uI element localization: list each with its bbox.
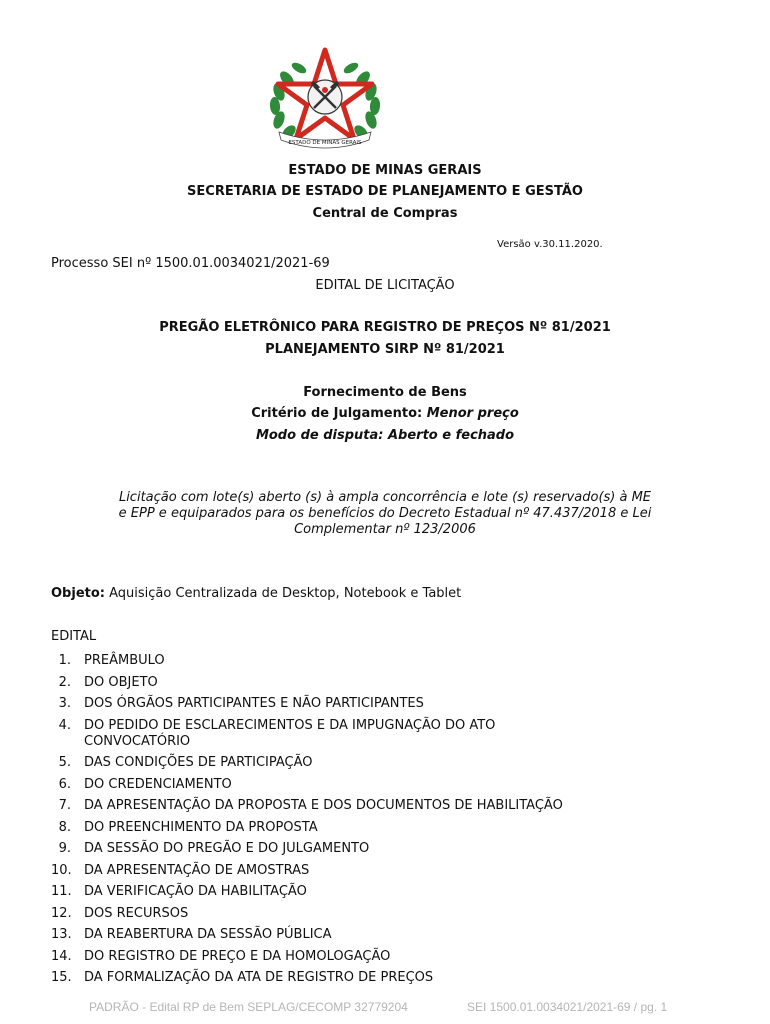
toc-item: 7. DA APRESENTAÇÃO DA PROPOSTA E DOS DOCUMENTOS DE HABILITAÇÃO	[58, 798, 563, 813]
toc-item: 13. DA REABERTURA DA SESSÃO PÚBLICA	[51, 927, 332, 942]
header-secretaria: SECRETARIA DE ESTADO DE PLANEJAMENTO E GESTÃO	[187, 184, 583, 199]
planejamento-title: PLANEJAMENTO SIRP Nº 81/2021	[265, 342, 505, 357]
toc-item: 4. DO PEDIDO DE ESCLARECIMENTOS E DA IMPUGNAÇÃO DO ATO CONVOCATÓRIO	[58, 717, 496, 749]
toc-item: 8. DO PREENCHIMENTO DA PROPOSTA	[58, 819, 318, 835]
objeto	[51, 586, 461, 601]
table-of-contents	[51, 653, 651, 986]
seal-ribbon-text: ESTADO DE MINAS GERAIS	[288, 140, 362, 146]
footer-left: PADRÃO - Edital RP de Bem SEPLAG/CECOMP 32779204	[89, 1000, 408, 1014]
pregao-title: PREGÃO ELETRÔNICO PARA REGISTRO DE PREÇOS Nº 81/2021	[159, 320, 611, 335]
toc-item: 6. DO CREDENCIAMENTO	[58, 776, 232, 792]
footer-right: SEI 1500.01.0034021/2021-69 / pg. 1	[467, 1000, 668, 1014]
licitacao-note-line3: Complementar nº 123/2006	[294, 522, 476, 537]
toc-item: 10. DA APRESENTAÇÃO DE AMOSTRAS	[51, 862, 310, 878]
state-seal	[265, 44, 385, 152]
licitacao-note-line1: Licitação com lote(s) aberto (s) à ampla concorrência e lote (s) reservado(s) à ME	[118, 490, 652, 505]
toc-item: 12. DOS RECURSOS	[51, 905, 189, 921]
objeto-value: Aquisição Centralizada de Desktop, Notebook e Tablet	[109, 586, 462, 601]
toc-item: 5. DAS CONDIÇÕES DE PARTICIPAÇÃO	[58, 755, 313, 770]
objeto-label: Objeto:	[51, 586, 105, 601]
fornecimento-title: Fornecimento de Bens	[303, 385, 467, 400]
toc-item: 14. DO REGISTRO DE PREÇO E DA HOMOLOGAÇÃO	[51, 948, 391, 964]
criterio-julgamento	[0, 406, 770, 421]
coat-of-arms-icon	[265, 44, 385, 152]
licitacao-note-line2: e EPP e equiparados para os benefícios do Decreto Estadual nº 47.437/2018 e Lei	[118, 506, 652, 521]
edital-title: EDITAL DE LICITAÇÃO	[315, 278, 455, 293]
edital-heading: EDITAL	[51, 629, 97, 644]
toc-item: 9. DA SESSÃO DO PREGÃO E DO JULGAMENTO	[58, 841, 370, 856]
process-number: Processo SEI nº 1500.01.0034021/2021-69	[51, 256, 330, 271]
toc-item: 11. DA VERIFICAÇÃO DA HABILITAÇÃO	[51, 884, 307, 899]
criterio-label: Critério de Julgamento:	[251, 406, 423, 421]
toc-item: 3. DOS ÓRGÃOS PARTICIPANTES E NÃO PARTICIPANTES	[58, 696, 424, 711]
toc-item: 1. PREÂMBULO	[58, 653, 165, 668]
criterio-value: Menor preço	[426, 406, 519, 421]
toc-item: 2. DO OBJETO	[58, 674, 158, 690]
version-label: Versão v.30.11.2020.	[497, 239, 603, 250]
header-state: ESTADO DE MINAS GERAIS	[288, 163, 482, 178]
modo-disputa: Modo de disputa: Aberto e fechado	[255, 428, 515, 443]
header-central: Central de Compras	[312, 206, 458, 221]
toc-item: 15. DA FORMALIZAÇÃO DA ATA DE REGISTRO DE PREÇOS	[51, 970, 434, 985]
